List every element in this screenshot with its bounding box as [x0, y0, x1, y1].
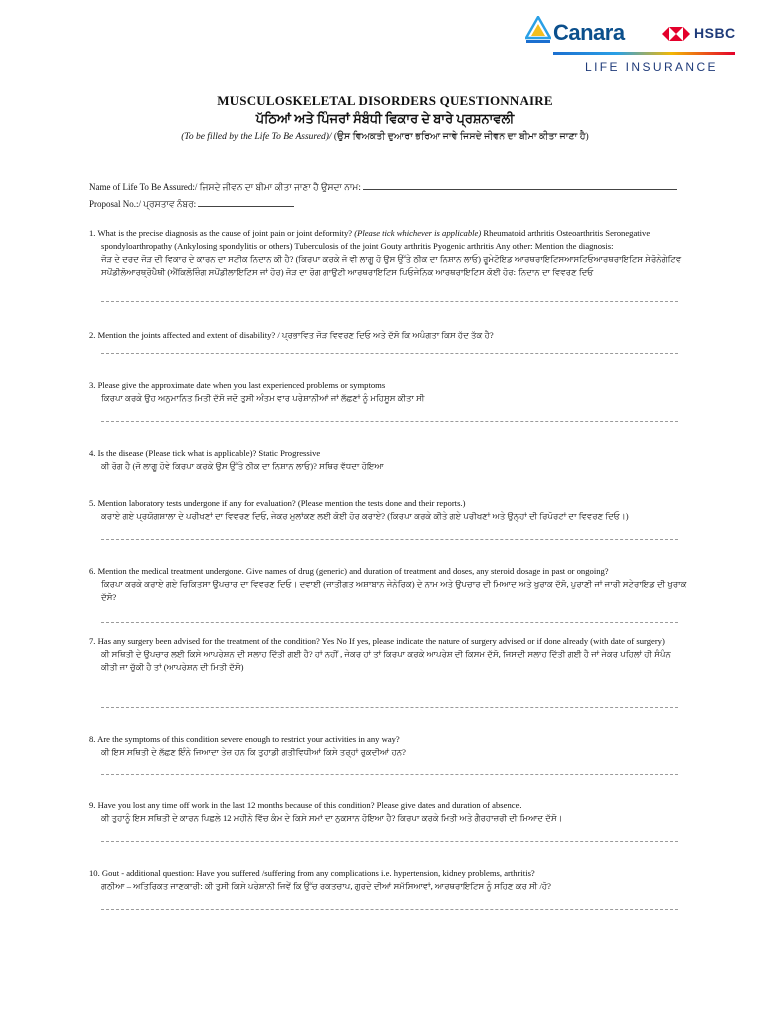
- question-5-punjabi: ਕਰਾਏ ਗਏ ਪ੍ਰਯੋਗਸ਼ਾਲਾ ਦੇ ਪਰੀਖਣਾਂ ਦਾ ਵਿਵਰਣ ਦਿਓ, ਜੇਕਰ ਮੁਲਾਂਕਣ ਲਈ ਕੋਈ ਹੋਰ ਕਰਾਏ? (ਕਿਰਪਾ ਕਰਕੇ ਕੀਤੇ ਗਏ ਪਰੀਖਣਾਂ ਅਤੇ ਉਨ੍ਹਾਂ ਦੀ ਰਿਪੋਰਟਾਂ ਦਾ ਵਿਵਰਣ ਦਿਓ।): [101, 511, 629, 521]
- name-field-label: Name of Life To Be Assured:/ ਜਿਸਦੇ ਜੀਵਨ ਦਾ ਬੀਮਾ ਕੀਤਾ ਜਾਣਾ ਹੈ ਉਸਦਾ ਨਾਮ:: [89, 182, 361, 192]
- question-9-punjabi: ਕੀ ਤੁਹਾਨੂੰ ਇਸ ਸਥਿਤੀ ਦੇ ਕਾਰਨ ਪਿਛਲੇ 12 ਮਹੀਨੇ ਵਿੱਚ ਕੰਮ ਦੇ ਕਿਸੇ ਸਮਾਂ ਦਾ ਨੁਕਸਾਨ ਹੋਇਆ ਹੈ? ਕਿਰਪਾ ਕਰਕੇ ਮਿਤੀ ਅਤੇ ਗੈਰਹਾਜ਼ਰੀ ਦੀ ਮਿਆਦ ਦੱਸੋ।: [101, 813, 563, 823]
- company-logo: [525, 14, 740, 76]
- question-9: [89, 799, 689, 825]
- question-1-continuation: spondyloarthropathy (Ankylosing spondylitis or others) Tuberculosis of the joint Gouty arthritis Pyogenic arthritis Any other: Mention the diagnosis:: [101, 241, 614, 251]
- question-9-text: 9. Have you lost any time off work in the last 12 months because of this condition? Please give dates and duration of absence.: [89, 800, 522, 810]
- answer-line-1[interactable]: [101, 301, 678, 302]
- brand-name: Canara: [553, 20, 625, 45]
- question-1-text: [89, 227, 689, 240]
- question-3-punjabi: ਕਿਰਪਾ ਕਰਕੇ ਉਹ ਅਨੁਮਾਨਿਤ ਮਿਤੀ ਦੱਸੋ ਜਦੋ ਤੁਸੀ ਅੰਤਮ ਵਾਰ ਪਰੇਸ਼ਾਨੀਆਂ ਜਾਂ ਲੱਛਣਾਂ ਨੂੰ ਮਹਿਸੂਸ ਕੀਤਾ ਸੀ: [101, 393, 425, 403]
- question-7: [89, 635, 689, 674]
- answer-line-9[interactable]: [101, 841, 678, 842]
- question-1-english: 1. What is the precise diagnosis as the cause of joint pain or joint deformity?: [89, 228, 355, 238]
- answer-line-8[interactable]: [101, 774, 678, 775]
- question-5: [89, 497, 689, 523]
- question-1-punjabi: ਜੋੜ ਦੇ ਦਰਦ ਜੋੜ ਦੀ ਵਿਕਾਰ ਦੇ ਕਾਰਨ ਦਾ ਸਟੀਕ ਨਿਦਾਨ ਕੀ ਹੈ? (ਕਿਰਪਾ ਕਰਕੇ ਜੋ ਵੀ ਲਾਗੂ ਹੋ ਉਸ ਉੱਤੇ ਠੀਕ ਦਾ ਨਿਸ਼ਾਨ ਲਾਓ) ਰੂਮੇਟੋਇਡ ਆਰਥਰਾਇਟਿਸਆਸਟਿਓਆਰਥਰਾਇਟਿਸ ਸੇਰੋਨੇਗੇਟਿਵ ਸਪੋਂਡੀਲੋਆਰਥ੍ਰੋਪੈਥੀ (ਐਂਕਿਲੋਜ਼ਿੰਗ ਸਪੋਂਡੀਲਾਇਟਿਸ ਜਾਂ ਹੋਰ) ਜੋੜ ਦਾ ਰੋਗ ਗਾਉਟੀ ਆਰਥਰਾਇਟਿਸ ਪਿਓਜੇਨਿਕ ਆਰਥਰਾਇਟਿਸ ਕੋਈ ਹੋਰ: ਨਿਦਾਨ ਦਾ ਵਿਵਰਣ ਦਿਓ: [101, 254, 682, 277]
- page-title: MUSCULOSKELETAL DISORDERS QUESTIONNAIRE: [217, 93, 553, 108]
- proposal-input-line[interactable]: [198, 198, 294, 207]
- question-4-punjabi: ਕੀ ਰੋਗ ਹੈ (ਜੋ ਲਾਗੂ ਹੋਵੇ ਕਿਰਪਾ ਕਰਕੇ ਉਸ ਉੱਤੇ ਠੀਕ ਦਾ ਨਿਸ਼ਾਨ ਲਾਓ)? ਸਥਿਰ ਵੱਧਦਾ ਹੋਇਆ: [101, 461, 384, 471]
- subtitle-punjabi: (ਉਸ ਵਿਅਕਤੀ ਦੁਆਰਾ ਭਰਿਆ ਜਾਵੇ ਜਿਸਦੇ ਜੀਵਨ ਦਾ ਬੀਮਾ ਕੀਤਾ ਜਾਣਾ ਹੈ): [331, 132, 589, 142]
- question-8: [89, 733, 689, 759]
- answer-line-5[interactable]: [101, 539, 678, 540]
- question-2: [89, 329, 689, 342]
- answer-line-2[interactable]: [101, 353, 678, 354]
- subtitle-english: (To be filled by the Life To Be Assured)/: [181, 132, 332, 142]
- brand-color-bar: [553, 52, 735, 55]
- question-6-text: 6. Mention the medical treatment undergone. Give names of drug (generic) and duration of treatment and doses, any steroid dosage in past or ongoing?: [89, 566, 609, 576]
- name-input-line[interactable]: [363, 181, 677, 190]
- answer-line-10[interactable]: [101, 909, 678, 910]
- question-7-punjabi: ਕੀ ਸਥਿਤੀ ਦੇ ਉਪਚਾਰ ਲਈ ਕਿਸੇ ਆਪਰੇਸ਼ਨ ਦੀ ਸਲਾਹ ਦਿੱਤੀ ਗਈ ਹੈ? ਹਾਂ ਨਹੀਂ , ਜੇਕਰ ਹਾਂ ਤਾਂ ਕਿਰਪਾ ਕਰਕੇ ਆਪਰੇਸ਼ ਦੀ ਕਿਸਮ ਦੱਸੋ, ਜਿਸਦੀ ਸਲਾਹ ਦਿੱਤੀ ਗਈ ਹੈ ਜਾਂ ਜੇਕਰ ਪਹਿਲਾਂ ਹੀ ਸੰਪੰਨ ਕੀਤੀ ਜਾ ਚੁੱਕੀ ਹੈ ਤਾਂ (ਆਪਰੇਸ਼ਨ ਦੀ ਮਿਤੀ ਦੱਸੋ): [101, 649, 671, 672]
- question-2-text: 2. Mention the joints affected and extent of disability? / ਪ੍ਰਭਾਵਿਤ ਜੋੜ ਵਿਵਰਣ ਦਿਓ ਅਤੇ ਦੱਸੋ ਕਿ ਅਪੰਗਤਾ ਕਿਸ ਹੱਦ ਤੱਕ ਹੈ?: [89, 330, 494, 340]
- question-6-punjabi: ਕਿਰਪਾ ਕਰਕੇ ਕਰਾਏ ਗਏ ਚਿਕਿਤਸਾ ਉਪਚਾਰ ਦਾ ਵਿਵਰਣ ਦਿਓ। ਦਵਾਈ (ਜਾਤੀਗਤ ਅਸ਼ਾਬਾਨ ਜੇਨੇਰਿਕ) ਦੇ ਨਾਮ ਅਤੇ ਉਪਚਾਰ ਦੀ ਮਿਆਦ ਅਤੇ ਖੁਰਾਕ ਦੱਸੋ, ਪੁਰਾਣੀ ਜਾਂ ਜਾਰੀ ਸਟੇਰਾਇਡ ਦੀ ਖੁਰਾਕ ਦੱਸੋ?: [101, 579, 687, 602]
- question-4: [89, 447, 689, 473]
- question-3-text: 3. Please give the approximate date when you last experienced problems or symptoms: [89, 380, 386, 390]
- question-5-text: 5. Mention laboratory tests undergone if any for evaluation? (Please mention the tests done and their reports.): [89, 498, 466, 508]
- hsbc-hexagon-icon: [662, 27, 690, 41]
- page-title-punjabi: ਪੱਠਿਆਂ ਅਤੇ ਪਿੰਜਰਾਂ ਸੰਬੰਧੀ ਵਿਕਾਰ ਦੇ ਬਾਰੇ ਪ੍ਰਸ਼ਨਾਵਲੀ: [255, 111, 515, 126]
- canara-triangle-icon: [525, 16, 551, 46]
- question-3: [89, 379, 689, 405]
- proposal-field-row: [89, 198, 294, 210]
- answer-line-6[interactable]: [101, 622, 678, 623]
- name-field-row: [89, 181, 677, 193]
- logo-tagline: LIFE INSURANCE: [585, 60, 718, 74]
- question-7-text: 7. Has any surgery been advised for the treatment of the condition? Yes No If yes, please indicate the nature of surgery advised or if done already (with date of surgery): [89, 636, 665, 646]
- question-8-punjabi: ਕੀ ਇਸ ਸਥਿਤੀ ਦੇ ਲੱਛਣ ਇੰਨੇ ਜਿਆਦਾ ਤੇਜ਼ ਹਨ ਕਿ ਤੁਹਾਡੀ ਗਤੀਵਿਧੀਆਂ ਕਿਸੇ ਤਰ੍ਹਾਂ ਰੁਕਦੀਆਂ ਹਨ?: [101, 747, 406, 757]
- question-8-text: 8. Are the symptoms of this condition severe enough to restrict your activities in any way?: [89, 734, 400, 744]
- question-1-options: Rheumatoid arthritis Osteoarthritis Seronegative: [481, 228, 651, 238]
- partner-name: HSBC: [694, 25, 736, 41]
- question-10: [89, 867, 689, 893]
- answer-line-3[interactable]: [101, 421, 678, 422]
- proposal-field-label: Proposal No.:/ ਪ੍ਰਸਤਾਵ ਨੰਬਰ:: [89, 199, 197, 209]
- answer-line-7[interactable]: [101, 707, 678, 708]
- question-1-instruction: (Please tick whichever is applicable): [354, 228, 482, 238]
- question-10-punjabi: ਗਠੀਆ – ਅਤਿਰਿਕਤ ਜਾਣਕਾਰੀ: ਕੀ ਤੁਸੀ ਕਿਸੇ ਪਰੇਸ਼ਾਨੀ ਜਿਵੇਂ ਕਿ ਉੱਚ ਰਕਤਚਾਪ, ਗੁਰਦੇ ਦੀਆਂ ਸਮੱਸਿਆਵਾਂ, ਆਰਥਰਾਇਟਿਸ ਨੂੰ ਸਹਿਣ ਕਰ ਸੀ /ਹੋ?: [101, 881, 551, 891]
- page-subtitle: [0, 131, 770, 142]
- question-4-text: 4. Is the disease (Please tick what is applicable)? Static Progressive: [89, 448, 321, 458]
- question-10-text: 10. Gout - additional question: Have you suffered /suffering from any complications i.e. hypertension, kidney problems, arthritis?: [89, 868, 535, 878]
- question-6: [89, 565, 689, 604]
- question-1: [89, 227, 689, 279]
